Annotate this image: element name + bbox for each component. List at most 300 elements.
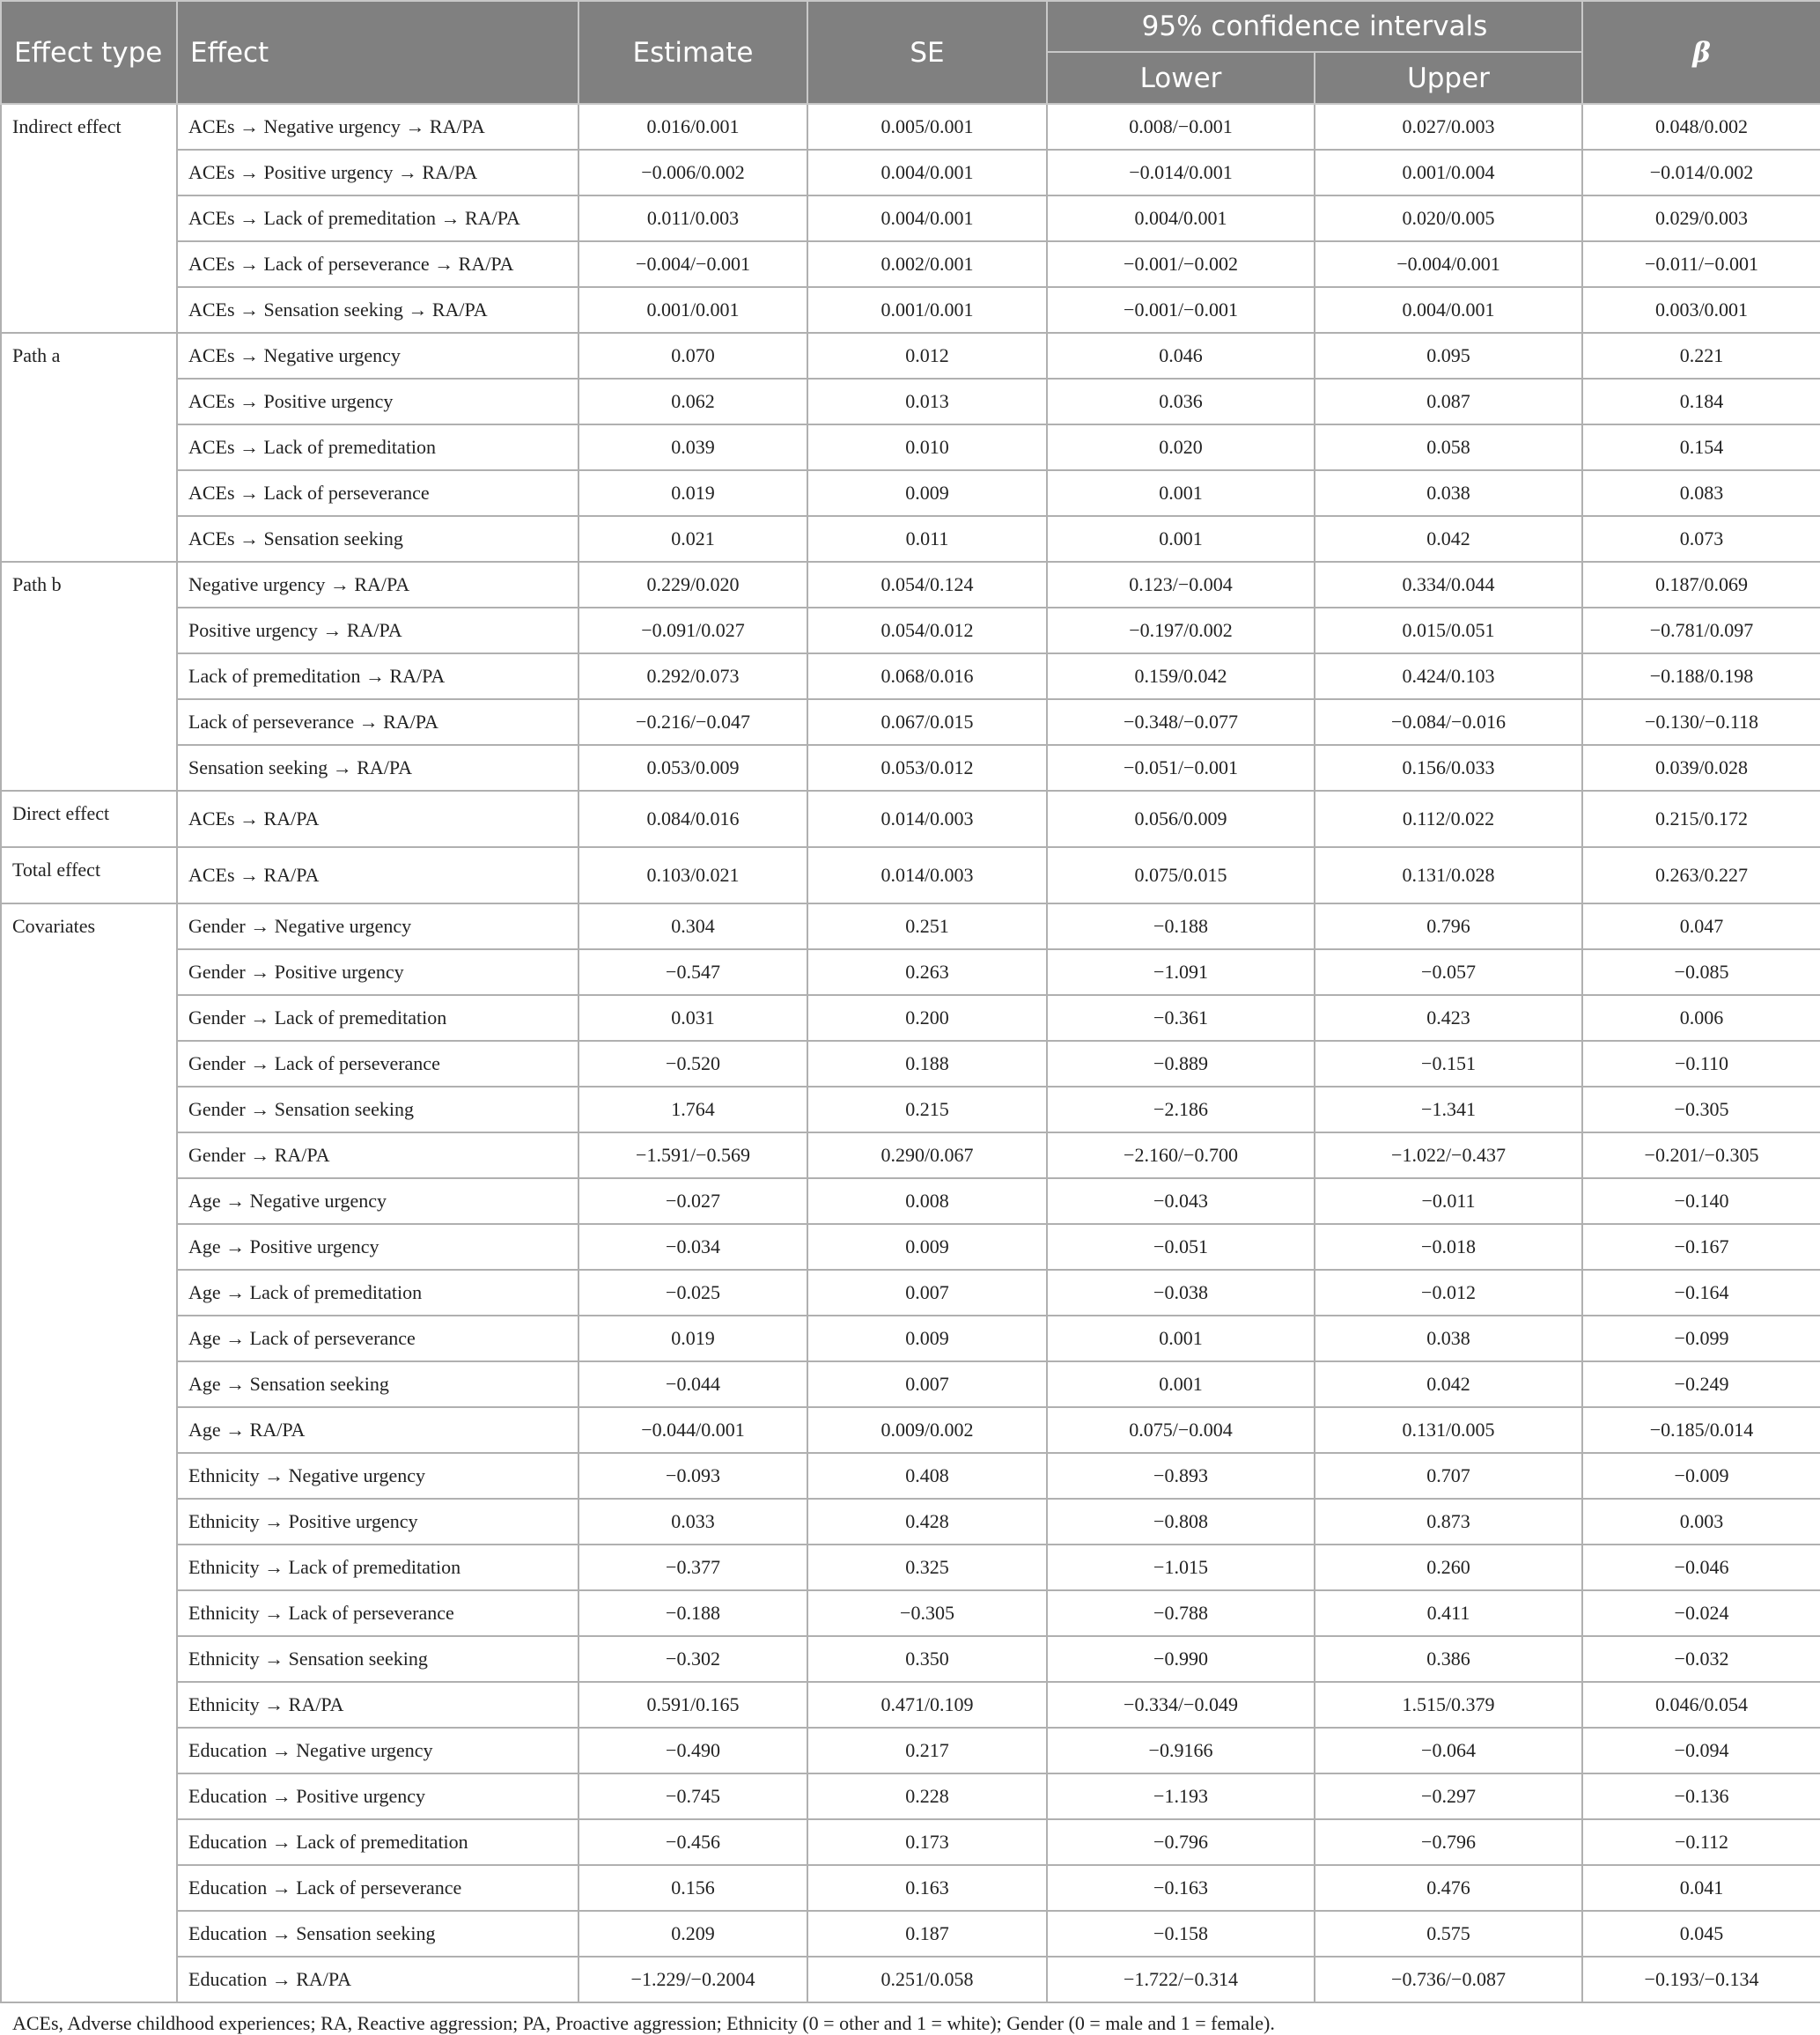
upper-ci-cell: 0.386 [1315,1636,1582,1682]
se-cell: 0.009 [807,1224,1047,1270]
lower-ci-cell: 0.008/−0.001 [1047,104,1315,150]
table-row [1,1407,1820,1453]
se-cell: 0.251/0.058 [807,1957,1047,2002]
beta-cell: −0.032 [1582,1636,1820,1682]
beta-cell: 0.047 [1582,903,1820,949]
estimate-cell: 0.156 [578,1865,807,1911]
se-cell: 0.173 [807,1819,1047,1865]
se-cell: 0.009/0.002 [807,1407,1047,1453]
effect-cell: Lack of premeditation → RA/PA [177,653,578,699]
effect-cell: Age → Positive urgency [177,1224,578,1270]
upper-ci-cell: 0.004/0.001 [1315,287,1582,333]
beta-cell: 0.003/0.001 [1582,287,1820,333]
lower-ci-cell: −2.186 [1047,1087,1315,1132]
estimate-cell: −0.044 [578,1361,807,1407]
lower-ci-cell: −0.348/−0.077 [1047,699,1315,745]
upper-ci-cell: −1.022/−0.437 [1315,1132,1582,1178]
upper-ci-cell: 0.423 [1315,995,1582,1041]
table-row [1,1178,1820,1224]
beta-cell: −0.164 [1582,1270,1820,1316]
effect-cell: Ethnicity → Lack of perseverance [177,1590,578,1636]
upper-ci-cell: 0.038 [1315,1316,1582,1361]
table-row [1,699,1820,745]
estimate-cell: 0.304 [578,903,807,949]
lower-ci-cell: 0.159/0.042 [1047,653,1315,699]
effect-cell: Age → Negative urgency [177,1178,578,1224]
lower-ci-cell: −0.163 [1047,1865,1315,1911]
effect-type-cell: Direct effect [1,791,177,847]
table-row [1,1957,1820,2002]
table-row [1,470,1820,516]
beta-cell: −0.188/0.198 [1582,653,1820,699]
effect-cell: ACEs → Negative urgency → RA/PA [177,104,578,150]
beta-cell: −0.167 [1582,1224,1820,1270]
header-effect: Effect [177,1,578,104]
estimate-cell: −0.093 [578,1453,807,1499]
beta-cell: −0.011/−0.001 [1582,241,1820,287]
se-cell: 0.005/0.001 [807,104,1047,150]
se-cell: 0.011 [807,516,1047,562]
table-row [1,241,1820,287]
estimate-cell: −0.004/−0.001 [578,241,807,287]
lower-ci-cell: −0.808 [1047,1499,1315,1545]
se-cell: 0.009 [807,470,1047,516]
se-cell: 0.471/0.109 [807,1682,1047,1728]
lower-ci-cell: −0.158 [1047,1911,1315,1957]
se-cell: 0.325 [807,1545,1047,1590]
header-lower: Lower [1047,52,1315,104]
effect-cell: Gender → RA/PA [177,1132,578,1178]
se-cell: 0.054/0.124 [807,562,1047,608]
upper-ci-cell: 0.424/0.103 [1315,653,1582,699]
upper-ci-cell: −0.297 [1315,1773,1582,1819]
effect-cell: Ethnicity → Positive urgency [177,1499,578,1545]
estimate-cell: 0.019 [578,1316,807,1361]
beta-cell: −0.130/−0.118 [1582,699,1820,745]
effect-cell: ACEs → Sensation seeking → RA/PA [177,287,578,333]
effect-cell: Age → Sensation seeking [177,1361,578,1407]
se-cell: 0.054/0.012 [807,608,1047,653]
effect-cell: ACEs → Lack of perseverance → RA/PA [177,241,578,287]
effect-cell: Age → Lack of perseverance [177,1316,578,1361]
effect-cell: Education → Lack of premeditation [177,1819,578,1865]
se-cell: 0.200 [807,995,1047,1041]
table-row [1,903,1820,949]
beta-cell: −0.249 [1582,1361,1820,1407]
estimate-cell: −0.027 [578,1178,807,1224]
lower-ci-cell: −0.9166 [1047,1728,1315,1773]
effect-cell: Education → Negative urgency [177,1728,578,1773]
table-header [1,1,1820,104]
lower-ci-cell: −0.889 [1047,1041,1315,1087]
lower-ci-cell: −0.051/−0.001 [1047,745,1315,791]
effect-type-cell: Path b [1,562,177,791]
se-cell: 0.053/0.012 [807,745,1047,791]
table-row [1,1865,1820,1911]
lower-ci-cell: −1.015 [1047,1545,1315,1590]
table-row [1,995,1820,1041]
upper-ci-cell: −0.084/−0.016 [1315,699,1582,745]
upper-ci-cell: −1.341 [1315,1087,1582,1132]
se-cell: 0.188 [807,1041,1047,1087]
beta-cell: −0.099 [1582,1316,1820,1361]
table-row [1,562,1820,608]
beta-cell: −0.009 [1582,1453,1820,1499]
table-row [1,1499,1820,1545]
lower-ci-cell: −0.893 [1047,1453,1315,1499]
table-row [1,150,1820,195]
table-row [1,1773,1820,1819]
se-cell: 0.014/0.003 [807,791,1047,847]
beta-cell: −0.112 [1582,1819,1820,1865]
estimate-cell: −0.025 [578,1270,807,1316]
effect-cell: Education → Sensation seeking [177,1911,578,1957]
beta-cell: −0.185/0.014 [1582,1407,1820,1453]
table-row [1,608,1820,653]
estimate-cell: 0.209 [578,1911,807,1957]
upper-ci-cell: 0.027/0.003 [1315,104,1582,150]
table-row [1,516,1820,562]
lower-ci-cell: −0.361 [1047,995,1315,1041]
estimate-cell: 0.053/0.009 [578,745,807,791]
lower-ci-cell: 0.075/−0.004 [1047,1407,1315,1453]
upper-ci-cell: 0.476 [1315,1865,1582,1911]
table-row [1,1819,1820,1865]
header-effect-type: Effect type [1,1,177,104]
lower-ci-cell: −0.188 [1047,903,1315,949]
estimate-cell: 0.021 [578,516,807,562]
se-cell: 0.014/0.003 [807,847,1047,903]
effect-cell: ACEs → RA/PA [177,791,578,847]
beta-cell: 0.073 [1582,516,1820,562]
estimate-cell: 0.103/0.021 [578,847,807,903]
table-row [1,333,1820,379]
estimate-cell: 0.016/0.001 [578,104,807,150]
table-row [1,379,1820,424]
effect-cell: ACEs → Sensation seeking [177,516,578,562]
estimate-cell: 0.001/0.001 [578,287,807,333]
table-body [1,104,1820,2002]
upper-ci-cell: 0.038 [1315,470,1582,516]
beta-cell: −0.305 [1582,1087,1820,1132]
upper-ci-cell: −0.012 [1315,1270,1582,1316]
table-row [1,1224,1820,1270]
se-cell: 0.010 [807,424,1047,470]
table-row [1,1041,1820,1087]
estimate-cell: −0.377 [578,1545,807,1590]
upper-ci-cell: −0.151 [1315,1041,1582,1087]
effect-cell: Age → Lack of premeditation [177,1270,578,1316]
effect-cell: ACEs → Negative urgency [177,333,578,379]
lower-ci-cell: −0.014/0.001 [1047,150,1315,195]
se-cell: 0.007 [807,1361,1047,1407]
se-cell: 0.251 [807,903,1047,949]
effect-cell: Gender → Negative urgency [177,903,578,949]
se-cell: 0.068/0.016 [807,653,1047,699]
beta-cell: −0.085 [1582,949,1820,995]
upper-ci-cell: 0.015/0.051 [1315,608,1582,653]
lower-ci-cell: −0.990 [1047,1636,1315,1682]
lower-ci-cell: 0.036 [1047,379,1315,424]
table-row [1,1316,1820,1361]
lower-ci-cell: 0.004/0.001 [1047,195,1315,241]
estimate-cell: −0.456 [578,1819,807,1865]
beta-cell: 0.083 [1582,470,1820,516]
lower-ci-cell: −2.160/−0.700 [1047,1132,1315,1178]
effect-cell: Lack of perseverance → RA/PA [177,699,578,745]
estimate-cell: −0.520 [578,1041,807,1087]
estimate-cell: −1.229/−0.2004 [578,1957,807,2002]
table-row [1,1911,1820,1957]
estimate-cell: −0.490 [578,1728,807,1773]
estimate-cell: 0.019 [578,470,807,516]
upper-ci-cell: 0.411 [1315,1590,1582,1636]
effect-type-cell: Total effect [1,847,177,903]
effect-cell: Negative urgency → RA/PA [177,562,578,608]
se-cell: 0.004/0.001 [807,195,1047,241]
effect-cell: Education → RA/PA [177,1957,578,2002]
beta-cell: −0.140 [1582,1178,1820,1224]
estimate-cell: −0.302 [578,1636,807,1682]
beta-cell: 0.029/0.003 [1582,195,1820,241]
estimate-cell: 0.031 [578,995,807,1041]
table-row [1,195,1820,241]
effect-cell: Ethnicity → Sensation seeking [177,1636,578,1682]
upper-ci-cell: 0.873 [1315,1499,1582,1545]
se-cell: 0.009 [807,1316,1047,1361]
beta-cell: −0.781/0.097 [1582,608,1820,653]
se-cell: 0.008 [807,1178,1047,1224]
effect-cell: Gender → Lack of premeditation [177,995,578,1041]
effect-cell: ACEs → Positive urgency [177,379,578,424]
beta-cell: −0.110 [1582,1041,1820,1087]
se-cell: 0.228 [807,1773,1047,1819]
effect-cell: ACEs → Lack of premeditation → RA/PA [177,195,578,241]
upper-ci-cell: 0.042 [1315,1361,1582,1407]
upper-ci-cell: 0.095 [1315,333,1582,379]
beta-cell: −0.136 [1582,1773,1820,1819]
effect-type-cell: Covariates [1,903,177,2002]
se-cell: 0.012 [807,333,1047,379]
upper-ci-cell: −0.011 [1315,1178,1582,1224]
upper-ci-cell: −0.018 [1315,1224,1582,1270]
beta-cell: 0.154 [1582,424,1820,470]
table-row [1,424,1820,470]
se-cell: −0.305 [807,1590,1047,1636]
table-row [1,1590,1820,1636]
lower-ci-cell: −1.722/−0.314 [1047,1957,1315,2002]
se-cell: 0.217 [807,1728,1047,1773]
estimate-cell: −0.034 [578,1224,807,1270]
table-footnote: ACEs, Adverse childhood experiences; RA, Reactive aggression; PA, Proactive aggression; Ethnicity (0 = other and 1 = white); Gender (0 = male and 1 = female). [12,2012,1275,2034]
se-cell: 0.215 [807,1087,1047,1132]
effect-cell: Education → Positive urgency [177,1773,578,1819]
table-row [1,1132,1820,1178]
lower-ci-cell: −0.038 [1047,1270,1315,1316]
table-row [1,1361,1820,1407]
estimate-cell: 0.039 [578,424,807,470]
beta-cell: 0.184 [1582,379,1820,424]
lower-ci-cell: 0.046 [1047,333,1315,379]
se-cell: 0.428 [807,1499,1047,1545]
upper-ci-cell: −0.057 [1315,949,1582,995]
effect-cell: Gender → Positive urgency [177,949,578,995]
lower-ci-cell: −0.197/0.002 [1047,608,1315,653]
estimate-cell: −1.591/−0.569 [578,1132,807,1178]
effect-cell: Positive urgency → RA/PA [177,608,578,653]
lower-ci-cell: −0.334/−0.049 [1047,1682,1315,1728]
table-row [1,1682,1820,1728]
estimate-cell: 0.229/0.020 [578,562,807,608]
table-row [1,653,1820,699]
lower-ci-cell: 0.075/0.015 [1047,847,1315,903]
beta-cell: 0.045 [1582,1911,1820,1957]
estimate-cell: 0.591/0.165 [578,1682,807,1728]
upper-ci-cell: 0.020/0.005 [1315,195,1582,241]
table-row [1,1728,1820,1773]
beta-cell: 0.048/0.002 [1582,104,1820,150]
se-cell: 0.013 [807,379,1047,424]
lower-ci-cell: 0.001 [1047,1361,1315,1407]
se-cell: 0.067/0.015 [807,699,1047,745]
header-upper: Upper [1315,52,1582,104]
beta-cell: 0.039/0.028 [1582,745,1820,791]
lower-ci-cell: −0.001/−0.002 [1047,241,1315,287]
lower-ci-cell: −0.788 [1047,1590,1315,1636]
beta-cell: −0.046 [1582,1545,1820,1590]
se-cell: 0.004/0.001 [807,150,1047,195]
upper-ci-cell: 0.058 [1315,424,1582,470]
lower-ci-cell: 0.020 [1047,424,1315,470]
estimate-cell: −0.091/0.027 [578,608,807,653]
table-row [1,1545,1820,1590]
beta-cell: −0.024 [1582,1590,1820,1636]
beta-cell: −0.193/−0.134 [1582,1957,1820,2002]
estimate-cell: 0.033 [578,1499,807,1545]
upper-ci-cell: 0.131/0.028 [1315,847,1582,903]
se-cell: 0.290/0.067 [807,1132,1047,1178]
table-row [1,287,1820,333]
lower-ci-cell: −1.193 [1047,1773,1315,1819]
beta-cell: −0.201/−0.305 [1582,1132,1820,1178]
lower-ci-cell: −0.051 [1047,1224,1315,1270]
beta-cell: 0.006 [1582,995,1820,1041]
upper-ci-cell: 0.260 [1315,1545,1582,1590]
lower-ci-cell: 0.056/0.009 [1047,791,1315,847]
estimate-cell: −0.044/0.001 [578,1407,807,1453]
header-beta: β [1582,1,1820,104]
se-cell: 0.002/0.001 [807,241,1047,287]
effect-cell: Ethnicity → RA/PA [177,1682,578,1728]
effect-cell: Gender → Lack of perseverance [177,1041,578,1087]
estimate-cell: −0.006/0.002 [578,150,807,195]
upper-ci-cell: 0.707 [1315,1453,1582,1499]
effect-cell: ACEs → Lack of premeditation [177,424,578,470]
se-cell: 0.187 [807,1911,1047,1957]
effect-cell: Ethnicity → Negative urgency [177,1453,578,1499]
table-row [1,104,1820,150]
beta-cell: −0.014/0.002 [1582,150,1820,195]
table-row [1,1270,1820,1316]
table-row [1,791,1820,847]
beta-cell: 0.215/0.172 [1582,791,1820,847]
estimate-cell: −0.745 [578,1773,807,1819]
effect-cell: ACEs → Positive urgency → RA/PA [177,150,578,195]
estimate-cell: 0.011/0.003 [578,195,807,241]
upper-ci-cell: −0.064 [1315,1728,1582,1773]
lower-ci-cell: −0.001/−0.001 [1047,287,1315,333]
lower-ci-cell: 0.001 [1047,516,1315,562]
upper-ci-cell: −0.736/−0.087 [1315,1957,1582,2002]
estimate-cell: 0.292/0.073 [578,653,807,699]
upper-ci-cell: 0.131/0.005 [1315,1407,1582,1453]
lower-ci-cell: −0.043 [1047,1178,1315,1224]
upper-ci-cell: 0.112/0.022 [1315,791,1582,847]
upper-ci-cell: −0.796 [1315,1819,1582,1865]
estimate-cell: 0.062 [578,379,807,424]
beta-cell: −0.094 [1582,1728,1820,1773]
upper-ci-cell: 0.796 [1315,903,1582,949]
beta-cell: 0.263/0.227 [1582,847,1820,903]
upper-ci-cell: 0.087 [1315,379,1582,424]
upper-ci-cell: 0.156/0.033 [1315,745,1582,791]
estimate-cell: 1.764 [578,1087,807,1132]
beta-cell: 0.003 [1582,1499,1820,1545]
beta-cell: 0.187/0.069 [1582,562,1820,608]
lower-ci-cell: −0.796 [1047,1819,1315,1865]
effect-cell: Gender → Sensation seeking [177,1087,578,1132]
upper-ci-cell: −0.004/0.001 [1315,241,1582,287]
header-estimate: Estimate [578,1,807,104]
effect-cell: ACEs → Lack of perseverance [177,470,578,516]
estimate-cell: −0.188 [578,1590,807,1636]
lower-ci-cell: 0.001 [1047,1316,1315,1361]
table-row [1,1087,1820,1132]
se-cell: 0.007 [807,1270,1047,1316]
header-confidence-intervals: 95% confidence intervals [1047,1,1582,52]
lower-ci-cell: −1.091 [1047,949,1315,995]
lower-ci-cell: 0.001 [1047,470,1315,516]
upper-ci-cell: 0.001/0.004 [1315,150,1582,195]
table-row [1,847,1820,903]
se-cell: 0.408 [807,1453,1047,1499]
effect-cell: ACEs → RA/PA [177,847,578,903]
se-cell: 0.001/0.001 [807,287,1047,333]
effect-cell: Education → Lack of perseverance [177,1865,578,1911]
effect-cell: Ethnicity → Lack of premeditation [177,1545,578,1590]
se-cell: 0.163 [807,1865,1047,1911]
estimate-cell: −0.216/−0.047 [578,699,807,745]
estimate-cell: 0.084/0.016 [578,791,807,847]
upper-ci-cell: 1.515/0.379 [1315,1682,1582,1728]
effect-type-cell: Path a [1,333,177,562]
beta-cell: 0.041 [1582,1865,1820,1911]
upper-ci-cell: 0.334/0.044 [1315,562,1582,608]
lower-ci-cell: 0.123/−0.004 [1047,562,1315,608]
beta-cell: 0.221 [1582,333,1820,379]
upper-ci-cell: 0.575 [1315,1911,1582,1957]
header-se: SE [807,1,1047,104]
table-row [1,1636,1820,1682]
table-row [1,949,1820,995]
se-cell: 0.350 [807,1636,1047,1682]
estimate-cell: −0.547 [578,949,807,995]
table-row [1,1453,1820,1499]
effect-cell: Age → RA/PA [177,1407,578,1453]
beta-cell: 0.046/0.054 [1582,1682,1820,1728]
effect-type-cell: Indirect effect [1,104,177,333]
upper-ci-cell: 0.042 [1315,516,1582,562]
